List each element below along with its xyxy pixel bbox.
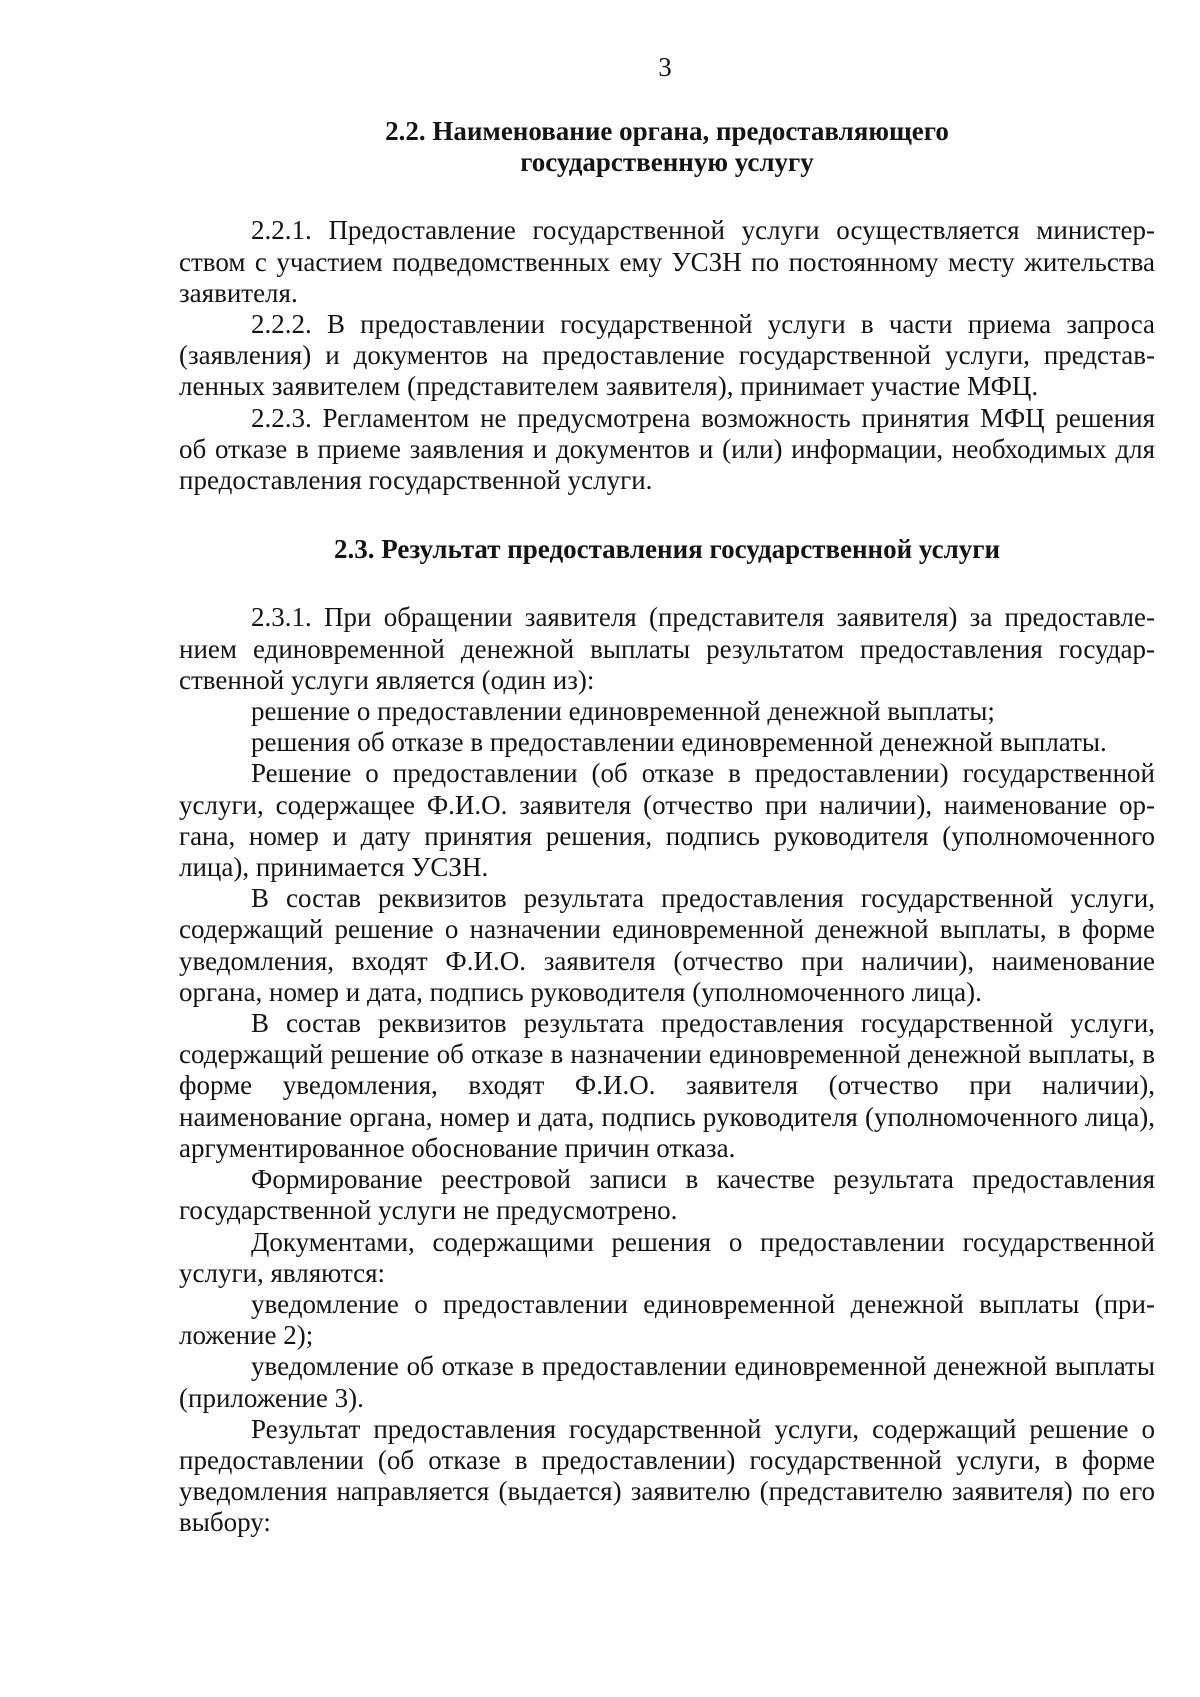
section-2-2-heading — [179, 116, 1155, 178]
section-2-3-heading — [179, 534, 1155, 565]
paragraph-2-3-1: 2.3.1. При обращении заявителя (представителя заявителя) за предоставлением единовременной денежной выплаты результатом предоставления государственной услуги является (один из): — [179, 602, 1155, 695]
section-2-3-heading-text: 2.3. Результат предоставления государственной услуги — [333, 534, 1001, 565]
paragraph-2-2-1: 2.2.1. Предоставление государственной услуги осуществляется министерством с участием подведомственных ему УСЗН по постоянному месту жительства заявителя. — [179, 215, 1155, 308]
page-number: 3 — [658, 52, 672, 82]
paragraph-requisites-grant: В состав реквизитов результата предоставления государственной услуги, содержащий решение о назначении единовременной денежной выплаты, в форме уведомления, входят Ф.И.О. заявителя (отчество при наличии), наименование органа, номер и дата, подпись руководителя (уполномоченного лица). — [179, 883, 1155, 1007]
paragraph-decision-content: Решение о предоставлении (об отказе в предоставлении) государственной услуги, содержащее Ф.И.О. заявителя (отчество при наличии), наименование органа, номер и дату принятия решения, подпись руководителя (уполномоченного лица), принимается УСЗН. — [179, 758, 1155, 883]
list-item-decision-refusal: решения об отказе в предоставлении единовременной денежной выплаты. — [251, 727, 1107, 758]
list-item-decision-grant: решение о предоставлении единовременной денежной выплаты; — [251, 696, 995, 727]
paragraph-decision-documents: Документами, содержащими решения о предоставлении государственной услуги, являются: — [179, 1226, 1155, 1288]
paragraph-result-delivery: Результат предоставления государственной услуги, содержащий решение о предоставлении (об отказе в предоставлении) государственной услуги, в форме уведомления направляется (выдается) заявителю (представителю заявителя) по его выбору: — [179, 1413, 1155, 1538]
document-body — [179, 116, 1155, 1539]
section-2-2-heading-line-1: 2.2. Наименование органа, предоставляющего — [385, 116, 949, 146]
section-2-2-heading-line-2: государственную услугу — [520, 147, 814, 178]
paragraph-registry-record: Формирование реестровой записи в качестве результата предоставления государственной услуги не предусмотрено. — [179, 1164, 1155, 1226]
paragraph-2-2-3: 2.2.3. Регламентом не предусмотрена возможность принятия МФЦ решения об отказе в приеме заявления и документов и (или) информации, необходимых для предоставления государственной услуги. — [179, 402, 1155, 496]
list-item-notice-grant: уведомление о предоставлении единовременной денежной выплаты (приложение 2); — [179, 1288, 1155, 1351]
list-item-notice-refusal: уведомление об отказе в предоставлении единовременной денежной выплаты (приложение 3). — [179, 1351, 1155, 1413]
paragraph-requisites-refusal: В состав реквизитов результата предоставления государственной услуги, содержащий решение об отказе в назначении единовременной денежной выплаты, в форме уведомления, входят Ф.И.О. заявителя (отчество при наличии), наименование органа, номер и дата, подпись руководителя (уполномоченного лица), аргументированное обоснование причин отказа. — [179, 1008, 1155, 1163]
paragraph-2-2-2: 2.2.2. В предоставлении государственной услуги в части приема запроса (заявления) и документов на предоставление государственной услуги, представленных заявителем (представителем заявителя), принимает участие МФЦ. — [179, 309, 1155, 402]
